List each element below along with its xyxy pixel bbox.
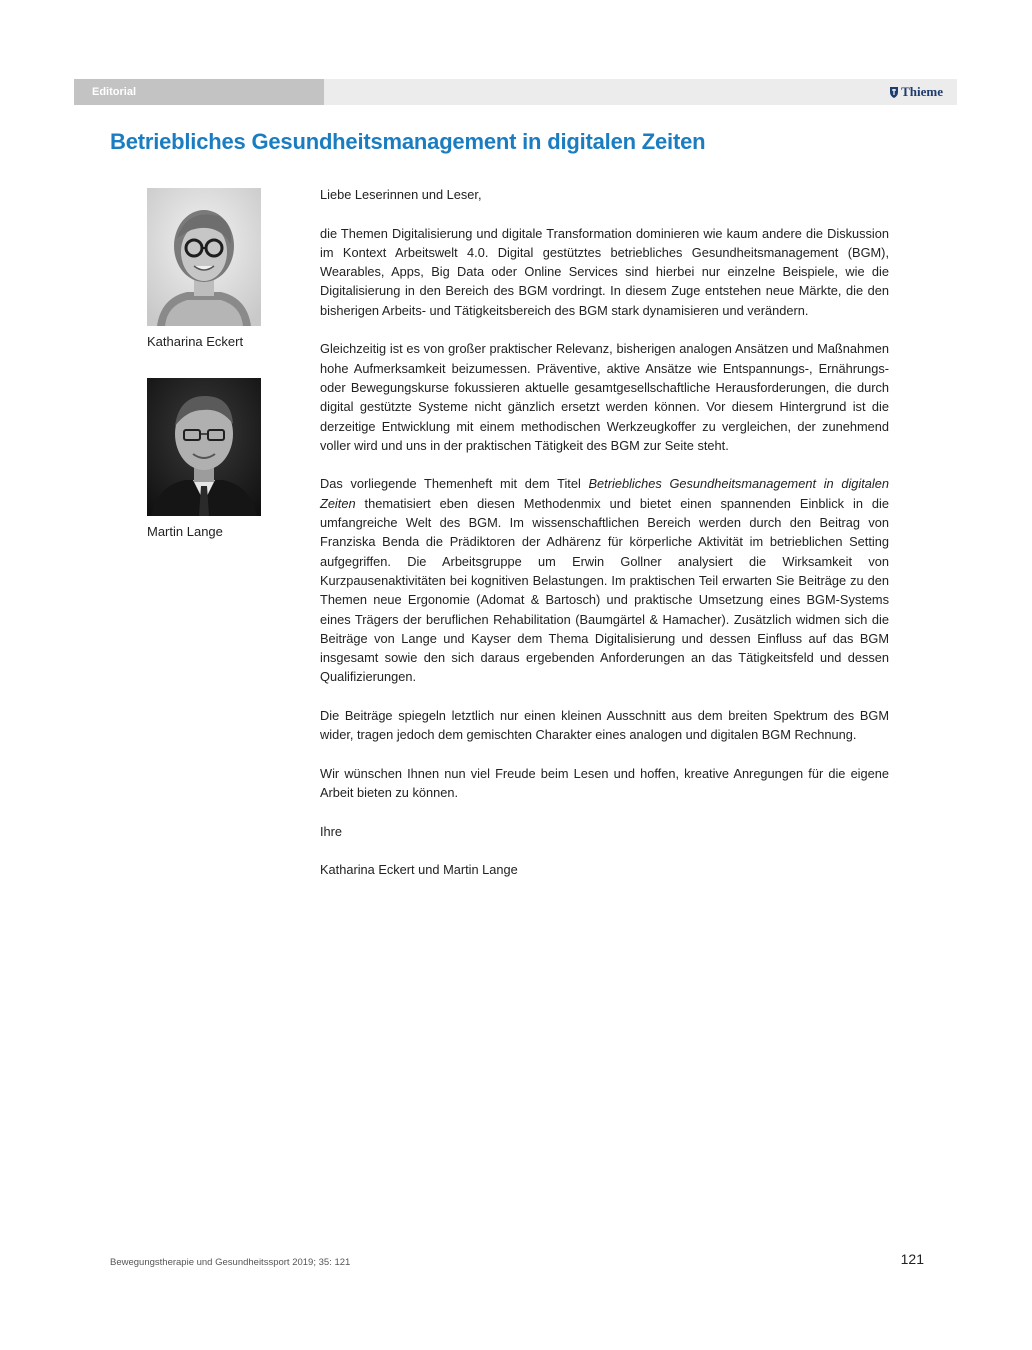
issue-title-italic: Betriebliches Gesundheitsmanagement in digitalen Zeiten [320,476,890,511]
author-caption-1: Katharina Eckert [147,334,244,349]
paragraph-3-rest: thematisiert eben diesen Methodenmix und bietet einen spannenden Einblick in die umfangreiche Welt des BGM. Im wissenschaftlichen Bereich werden durch den Beitrag von Franziska Benda die Prädiktoren der Adhärenz für körperliche Aktivität im betrieblichen Setting aufgegriffen. Die Arbeitsgruppe um Erwin Gollner analysiert die Wirksamkeit von Kurzpausenaktivitäten bei kognitiven Belastungen. Im praktischen Teil erwarten Sie Beiträge zu den Themen neue Ergonomie (Adomat & Bartosch) und praktische Umsetzung eines BGM-Systems eines Trägers der beruflichen Rehabilitation (Baumgärtel & Hamacher). Zusätzlich widmen sich die Beiträge von Lange und Kayser dem Thema Digitalisierung und dessen Einfluss auf das BGM insgesamt sowie den sich daraus ergebenden Anforderungen an das Tätigkeitsfeld und dessen Qualifizierungen. [320,495,889,685]
closing: Ihre [320,823,343,839]
paragraph-3-start: Das vorliegende Themenheft mit dem Titel [320,476,589,492]
author-caption-2: Martin Lange [147,524,223,539]
section-label: Editorial [74,79,324,105]
signature: Katharina Eckert und Martin Lange [320,862,518,878]
publisher-name: Thieme [901,84,943,99]
paragraph-3 [320,474,889,686]
paragraph-5: Wir wünschen Ihnen nun viel Freude beim Lesen und hoffen, kreative Anregungen für die eigene Arbeit bieten zu können. [320,765,889,801]
crest-icon [889,86,899,99]
journal-citation: Bewegungstherapie und Gesundheitssport 2019; 35: 121 [110,1257,351,1268]
paragraph-1: die Themen Digitalisierung und digitale Transformation dominieren wie kaum andere die Diskussion im Kontext Arbeitswelt 4.0. Digital gestütztes betriebliches Gesundheitsmanagement (BGM), Wearables, Apps, Big Data oder Online Services sind hierbei nur einzelne Beispiele, wie die Digitalisierung in den Bereich des BGM vordringt. In diesem Zuge entstehen neue Märkte, die den bisherigen Arbeits- und Tätigkeitsbereich des BGM stark dynamisieren und verändern. [320,225,889,318]
header-bar [74,79,957,105]
author-photo-2 [147,378,261,516]
article-title: Betriebliches Gesundheitsmanagement in digitalen Zeiten [110,129,706,154]
paragraph-4: Die Beiträge spiegeln letztlich nur einen kleinen Ausschnitt aus dem breiten Spektrum des BGM wider, tragen jedoch dem gemischten Charakter eines analogen und digitalen BGM Rechnung. [320,708,889,743]
paragraph-2: Gleichzeitig ist es von großer praktischer Relevanz, bisherigen analogen Ansätzen und Maßnahmen hohe Aufmerksamkeit beizumessen. Präventive, aktive Ansätze wie Entspannungs-, Ernährungs- oder Bewegungskurse fokussieren aktuelle gesamtgesellschaftliche Herausforderungen, die durch digital gestützte Systeme nicht gänzlich ersetzt werden können. Vor diesem Hintergrund ist die derzeitige Entwicklung mit einem methodischen Werkzeugkoffer zu vergleichen, der zunehmend voller wird und uns in der praktischen Tätigkeit des BGM zur Seite steht. [320,341,889,453]
greeting: Liebe Leserinnen und Leser, [320,187,482,202]
author-photo-1 [147,188,261,326]
page-number: 121 [900,1251,924,1267]
editorial-letter [320,185,889,899]
publisher-logo [889,79,943,105]
